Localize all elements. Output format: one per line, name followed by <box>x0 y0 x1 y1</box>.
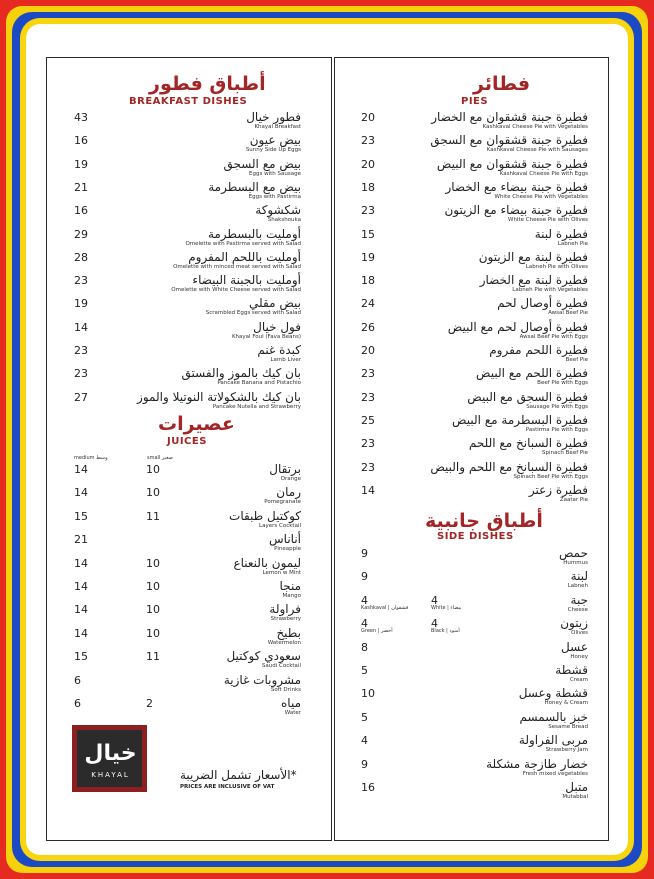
item-name-ar: مياه <box>281 696 301 710</box>
side-row <box>361 733 588 756</box>
variant-label-2: White | بيضاء <box>431 604 462 611</box>
item-name-en: White Cheese Pie with Olives <box>508 217 588 224</box>
item-price: 4 <box>361 593 368 607</box>
side-row <box>361 686 588 709</box>
item-name-ar: فطيرة لبنة مع الخضار <box>479 273 588 288</box>
item-price: 19 <box>74 157 88 171</box>
item-name-ar: قشطة <box>555 663 588 677</box>
small-label: small <box>147 455 161 461</box>
vat-note-en: PRICES ARE INCLUSIVE OF VAT <box>180 784 275 790</box>
item-name-ar: لبنة <box>570 569 588 584</box>
side-row <box>361 546 588 569</box>
item-name-en: Scrambled Eggs served with Salad <box>205 310 301 317</box>
price-medium: 6 <box>74 697 81 710</box>
pie-row <box>361 157 588 180</box>
item-price: 14 <box>74 320 88 334</box>
item-price: 16 <box>361 781 375 794</box>
juice-row <box>70 602 301 625</box>
item-name-ar: فراولة <box>269 602 301 617</box>
side-row <box>361 710 588 733</box>
item-price: 20 <box>361 157 375 171</box>
item-price: 23 <box>361 134 375 148</box>
item-name-en: Kashkaval Cheese Pie with Sausages <box>486 147 588 154</box>
item-price: 16 <box>74 204 88 218</box>
item-name-ar: فطيرة السبانخ مع اللحم والبيض <box>430 459 588 474</box>
item-name-ar: كبدة غنم <box>257 343 301 357</box>
price-small: 10 <box>146 580 160 593</box>
pies-title-en: PIES <box>461 96 489 107</box>
item-name-en: Cheese <box>567 606 588 613</box>
pie-row <box>361 133 588 156</box>
pie-row <box>361 320 588 343</box>
item-name-ar: أناناس <box>269 532 301 547</box>
side-row <box>361 640 588 663</box>
variant-label-1: Kashkaval | قشقوان <box>361 604 409 611</box>
pie-row <box>361 250 588 273</box>
item-name-ar: أومليت بالبسطرمة <box>207 226 301 241</box>
item-name-ar: فطيرة جبنة قشقوان مع البيض <box>436 156 588 171</box>
item-name-ar: بيض مع البسطرمة <box>208 179 301 194</box>
item-name-en: Eggs with Sausage <box>249 170 301 177</box>
juice-row <box>70 673 301 696</box>
item-price: 20 <box>361 111 375 124</box>
item-price: 26 <box>361 320 375 334</box>
item-price: 5 <box>361 664 368 677</box>
item-name-en: Soft Drinks <box>270 686 301 693</box>
price-medium: 14 <box>74 556 88 570</box>
price-medium: 14 <box>74 603 88 617</box>
price-medium: 14 <box>74 463 88 476</box>
vat-note-ar: *الأسعار تشمل الضريبة <box>180 768 297 782</box>
side-title-en: SIDE DISHES <box>437 531 514 542</box>
item-name-en: Kashkaval Cheese Pie with Eggs <box>499 170 588 177</box>
juice-row <box>70 462 301 485</box>
price-small: 11 <box>146 650 160 664</box>
item-price: 9 <box>361 757 368 771</box>
price-medium: 15 <box>74 509 88 523</box>
variant-label-2: Black | أسود <box>431 628 460 635</box>
price-medium: 6 <box>74 673 81 687</box>
breakfast-row <box>70 320 301 343</box>
item-name-ar: حمص <box>558 546 588 560</box>
item-price: 8 <box>361 640 368 654</box>
item-name-en: Strawberry Jam <box>545 747 588 754</box>
item-price: 23 <box>74 344 88 357</box>
item-name-en: Khayal Foul (Fava Beans) <box>231 333 301 340</box>
side-row <box>361 663 588 686</box>
item-price: 9 <box>361 570 368 584</box>
item-name-ar: فطيرة أوصال لحم <box>497 296 588 311</box>
item-name-ar: بيض مع السجق <box>223 156 301 171</box>
item-name-ar: رمان <box>276 485 301 500</box>
pie-row <box>361 460 588 483</box>
item-name-en: Sesame Bread <box>548 723 588 730</box>
item-name-ar: جبة <box>570 592 588 607</box>
price-medium: 14 <box>74 486 88 500</box>
item-name-en: Orange <box>280 476 301 482</box>
price-medium: 21 <box>74 533 88 547</box>
pie-row <box>361 110 588 133</box>
item-price: 10 <box>361 687 375 701</box>
item-name-en: Labneh Pie with Olives <box>525 263 588 270</box>
item-name-ar: متبل <box>565 780 588 794</box>
item-price: 21 <box>74 180 88 194</box>
pie-row <box>361 180 588 203</box>
item-price: 20 <box>361 344 375 357</box>
item-name-en: Labneh Pie with Vegetables <box>512 287 588 294</box>
item-name-en: Omelette with minced meat served with Salad <box>173 263 301 270</box>
item-name-en: Sunny Side Up Eggs <box>245 147 301 154</box>
breakfast-title-ar: أطباق فطور <box>149 73 266 95</box>
item-name-en: Beef Pie <box>565 357 588 363</box>
price-small: 11 <box>146 509 160 523</box>
item-name-ar: فطيرة البسطرمة مع البيض <box>452 412 588 427</box>
price-medium: 14 <box>74 580 88 593</box>
pie-row <box>361 273 588 296</box>
breakfast-title-en: BREAKFAST DISHES <box>129 96 248 107</box>
item-name-en: Pastirma Pie with Eggs <box>525 426 588 433</box>
item-name-en: Awsal Beef Pie <box>548 310 588 317</box>
breakfast-row <box>70 250 301 273</box>
pies-title-ar: فطائر <box>473 73 531 95</box>
khayal-logo <box>72 725 147 792</box>
item-price: 29 <box>74 227 88 241</box>
item-name-en: Olives <box>571 630 588 637</box>
item-name-en: Eggs with Pastirma <box>248 193 301 200</box>
item-name-en: Mango <box>282 593 301 599</box>
pie-row <box>361 296 588 319</box>
item-name-ar: مشروبات غازية <box>223 672 301 687</box>
item-name-ar: أومليت بالجبنة البيضاء <box>192 273 301 288</box>
item-name-en: Spinach Beef Pie <box>542 450 588 457</box>
item-price: 19 <box>361 250 375 264</box>
side-row <box>361 757 588 780</box>
item-name-en: Cream <box>569 677 588 683</box>
item-price: 23 <box>361 437 375 451</box>
medium-size-header <box>74 455 108 461</box>
item-price: 23 <box>361 460 375 474</box>
item-name-en: Honey <box>570 653 588 660</box>
breakfast-row <box>70 366 301 389</box>
item-name-en: Shakshouka <box>267 217 301 224</box>
item-price: 23 <box>361 367 375 381</box>
pie-row <box>361 483 588 506</box>
price-medium: 14 <box>74 626 88 640</box>
item-price: 28 <box>74 250 88 264</box>
item-name-en: Khayal Breakfast <box>254 124 301 130</box>
price-small: 10 <box>146 603 160 617</box>
item-name-ar: فطيرة اللحم مع البيض <box>476 366 588 381</box>
price-small: 10 <box>146 626 160 640</box>
medium-label-ar: وسط <box>96 455 108 461</box>
item-name-ar: بيض مقلي <box>249 296 301 311</box>
item-name-ar: خبز بالسمسم <box>519 709 588 724</box>
item-name-ar: بيض عيون <box>249 133 301 148</box>
item-price: 15 <box>361 227 375 241</box>
item-name-ar: فطيرة السجق مع البيض <box>467 389 588 404</box>
item-price: 27 <box>74 390 88 404</box>
item-name-en: Layers Cocktail <box>259 522 301 529</box>
juice-row <box>70 649 301 672</box>
side-row <box>361 780 588 803</box>
pie-row <box>361 413 588 436</box>
item-price: 23 <box>361 390 375 404</box>
logo-text-en: KHAYAL <box>91 771 130 779</box>
variant-label-1: Green | أخضر <box>361 628 393 635</box>
item-name-en: Water <box>284 710 301 716</box>
pie-row <box>361 366 588 389</box>
juice-row <box>70 696 301 719</box>
item-price: 4 <box>361 734 368 748</box>
item-price: 5 <box>361 710 368 724</box>
item-price: 43 <box>74 111 88 124</box>
item-name-ar: أومليت باللحم المفروم <box>188 249 301 264</box>
item-name-en: Lamb Liver <box>270 357 301 363</box>
item-price: 23 <box>74 367 88 381</box>
item-name-en: Zaatar Pie <box>559 496 588 503</box>
item-price: 9 <box>361 547 368 560</box>
item-price: 19 <box>74 297 88 311</box>
item-name-en: Strawberry <box>270 616 301 623</box>
item-name-ar: ليمون بالنعناع <box>233 555 301 570</box>
breakfast-row <box>70 296 301 319</box>
item-name-ar: فول خيال <box>253 319 301 334</box>
item-name-ar: فطيرة اللحم مفروم <box>489 343 588 357</box>
item-price-2: 4 <box>431 593 438 607</box>
item-name-en: Labneh Pie <box>557 240 588 247</box>
juices-title-ar: عصيرات <box>158 413 235 435</box>
item-name-en: White Cheese Pie with Vegetables <box>494 193 588 200</box>
side-title-ar: أطباق جانبية <box>425 510 543 532</box>
breakfast-row <box>70 273 301 296</box>
item-name-ar: فطيرة جبنة قشقوان مع الخضار <box>431 110 588 124</box>
item-name-en: Beef Pie with Eggs <box>537 380 588 387</box>
side-row <box>361 616 588 639</box>
small-label-ar: صغير <box>161 455 173 461</box>
pie-row <box>361 343 588 366</box>
side-row <box>361 569 588 592</box>
item-name-en: Fresh mixed vegetables <box>522 770 588 777</box>
breakfast-row <box>70 343 301 366</box>
item-price: 4 <box>361 617 368 631</box>
item-price: 25 <box>361 413 375 427</box>
item-name-ar: زيتون <box>560 616 588 631</box>
juices-title-en: JUICES <box>167 436 207 447</box>
item-name-ar: قشطة وعسل <box>518 686 588 701</box>
item-name-ar: عسل <box>561 639 588 654</box>
item-name-en: Hummus <box>563 560 588 566</box>
item-name-ar: شكشوكة <box>255 203 301 218</box>
breakfast-row <box>70 390 301 413</box>
item-price: 18 <box>361 274 375 288</box>
item-name-ar: فطيرة السبانخ مع اللحم <box>468 436 588 451</box>
medium-label: medium <box>74 455 95 461</box>
item-name-en: Honey & Cream <box>544 700 588 707</box>
breakfast-row <box>70 157 301 180</box>
juice-row <box>70 485 301 508</box>
juice-row <box>70 532 301 555</box>
item-price: 16 <box>74 134 88 148</box>
item-name-ar: فطور خيال <box>246 110 301 124</box>
item-price: 23 <box>361 204 375 218</box>
item-name-en: Labneh <box>567 583 588 590</box>
item-name-ar: سعودي كوكتيل <box>226 649 301 664</box>
item-price: 24 <box>361 297 375 311</box>
juice-row <box>70 579 301 602</box>
item-name-en: Lemon w Mint <box>262 569 301 576</box>
pie-row <box>361 436 588 459</box>
juice-row <box>70 556 301 579</box>
item-name-en: Kashkaval Cheese Pie with Vegetables <box>482 124 588 130</box>
item-name-ar: فطيرة أوصال لحم مع البيض <box>447 319 588 334</box>
item-price: 14 <box>361 483 375 497</box>
logo-inner <box>76 729 143 788</box>
item-name-en: Omelette with White Cheese served with Salad <box>171 287 301 294</box>
item-name-ar: برتقال <box>269 462 301 476</box>
item-name-ar: فطيرة لبنة <box>534 226 588 241</box>
item-name-en: Pineapple <box>274 546 301 553</box>
price-medium: 15 <box>74 650 88 664</box>
logo-text-ar: خيال <box>84 741 137 766</box>
juice-row <box>70 509 301 532</box>
item-name-ar: بان كيك بالشكولاتة النوتيلا والموز <box>137 389 301 404</box>
small-size-header <box>147 455 173 461</box>
item-name-en: Mutabbal <box>562 794 588 800</box>
pie-row <box>361 203 588 226</box>
item-name-ar: بان كيك بالموز والفستق <box>181 366 301 381</box>
price-small: 10 <box>146 486 160 500</box>
item-name-ar: فطيرة زعتر <box>528 482 588 497</box>
item-name-ar: مربى الفراولة <box>518 733 588 748</box>
item-name-en: Saudi Cocktail <box>261 663 301 670</box>
breakfast-row <box>70 180 301 203</box>
juice-row <box>70 626 301 649</box>
item-name-en: Spinach Beef Pie with Eggs <box>513 473 588 480</box>
item-price: 18 <box>361 180 375 194</box>
price-small: 2 <box>146 697 153 710</box>
item-name-ar: فطيرة جبنة بيضاء مع الزيتون <box>444 203 588 218</box>
item-name-ar: فطيرة لبنة مع الزيتون <box>478 249 588 264</box>
item-name-ar: فطيرة جبنة قشقوان مع السجق <box>430 133 588 148</box>
item-name-ar: منجا <box>279 579 301 593</box>
item-name-ar: خضار طازجة مشكلة <box>486 756 588 771</box>
item-name-en: Pomegranate <box>264 499 301 506</box>
item-name-en: Omelette with Pastirma served with Salad <box>185 240 301 247</box>
item-name-en: Watermelon <box>267 639 301 646</box>
item-name-ar: فطيرة جبنة بيضاء مع الخضار <box>445 179 588 194</box>
item-price: 23 <box>74 274 88 288</box>
pie-row <box>361 227 588 250</box>
breakfast-row <box>70 203 301 226</box>
side-row <box>361 593 588 616</box>
item-name-en: Pancake Nutella and Strawberry <box>212 403 301 410</box>
breakfast-row <box>70 227 301 250</box>
breakfast-row <box>70 110 301 133</box>
item-name-en: Awsal Beef Pie with Eggs <box>519 333 588 340</box>
item-price-2: 4 <box>431 617 438 631</box>
price-small: 10 <box>146 556 160 570</box>
breakfast-row <box>70 133 301 156</box>
pie-row <box>361 390 588 413</box>
item-name-en: Sausage Pie with Eggs <box>526 403 588 410</box>
item-name-en: Pancake Banana and Pistachio <box>217 380 301 387</box>
item-name-ar: كوكتيل طبقات <box>229 508 301 523</box>
item-name-ar: بطيخ <box>276 625 301 640</box>
price-small: 10 <box>146 463 160 476</box>
